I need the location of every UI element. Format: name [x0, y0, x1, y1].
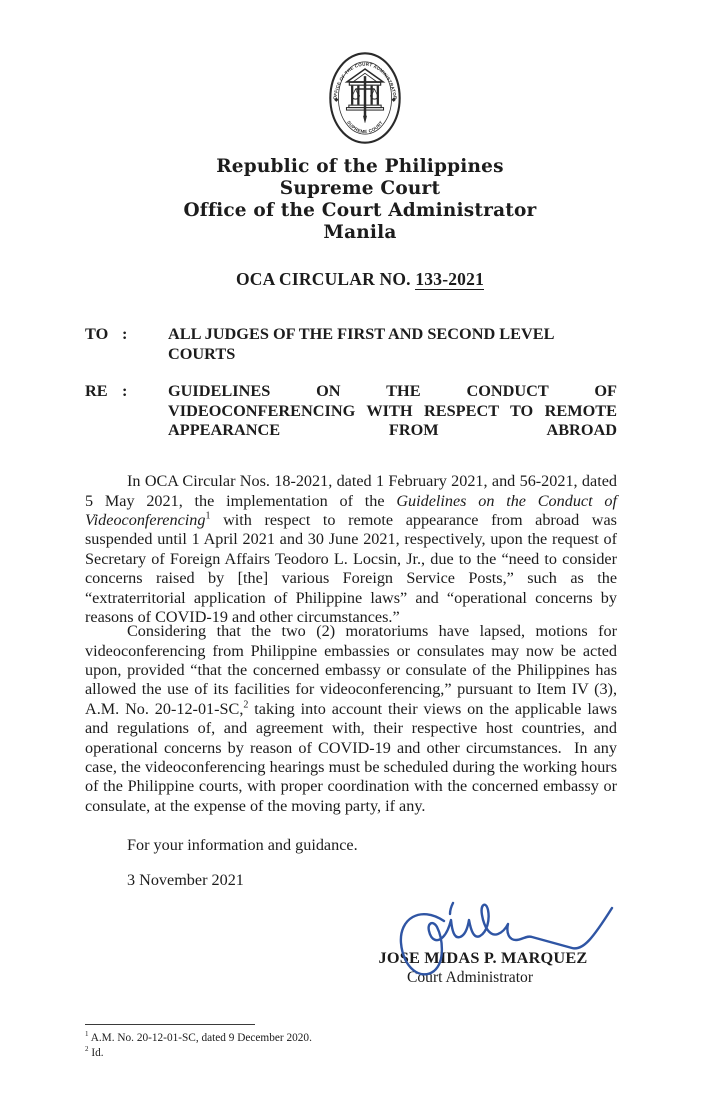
circular-title-prefix: OCA CIRCULAR NO.: [235, 269, 416, 289]
footnote-1: [85, 1031, 515, 1046]
signature-ink-icon: [380, 893, 620, 993]
letterhead-manila: Manila: [323, 222, 397, 243]
re-text: GUIDELINES ON THE CONDUCT OF VIDEOCONFERENCING WITH RESPECT TO REMOTE APPEARANCE FROM ABROAD: [168, 381, 617, 439]
footnote-1-marker: 1: [85, 1030, 89, 1039]
closing-line: For your information and guidance.: [127, 836, 358, 854]
footnote-2-marker: 2: [85, 1045, 89, 1054]
body-paragraph-2: Considering that the two (2) moratoriums have lapsed, motions for videoconferencing from Philippine embassies or consulates may now be acted upon, provided “that the concerned embassy or consulate of the Philippines has allowed the use of its facilities for videoconferencing,” pursuant to Item IV (3), A.M. No. 20-12-01-SC,$^2$ taking into account their views on the applicable laws and regulations of, and agreement with, their respective host countries, and operational concerns by reason of COVID-19 and other circumstances. In any case, the videoconferencing hearings must be scheduled during the working hours of the Philippine courts, with proper coordination with the concerned embassy or consulate, at the expense of the moving party, if any.: [85, 622, 618, 815]
signature-strokes: [401, 903, 612, 974]
supreme-court-oca-seal-icon: [327, 48, 403, 148]
addressing-block: [85, 324, 617, 459]
to-row: [85, 324, 617, 363]
footnotes-section: [85, 1024, 515, 1061]
seal-bottom-text: SUPREME COURT: [346, 119, 384, 135]
re-row: [85, 381, 617, 459]
footnote-1-text: A.M. No. 20-12-01-SC, dated 9 December 2020.: [88, 1032, 312, 1044]
letterhead: [0, 156, 720, 244]
circular-number: 133-2021: [415, 269, 485, 289]
signatory-role: Court Administrator: [406, 969, 534, 986]
body-paragraph-1: In OCA Circular Nos. 18-2021, dated 1 February 2021, and 56-2021, dated 5 May 2021, the implementation of the Guidelines on the Conduct of Videoconferencing$^1$ with respect to remote appearance from abroad was suspended until 1 April 2021 and 30 June 2021, respectively, upon the request of Secretary of Foreign Affairs Teodoro L. Locsin, Jr., due to the “need to consider concerns raised by [the] various Foreign Service Posts,” such as the “extraterritorial application of Philippine laws” and “operational concerns by reasons of COVID-19 and other circumstances.”: [85, 472, 617, 627]
to-colon: :: [122, 324, 128, 343]
footnote-2: [85, 1046, 515, 1061]
letterhead-republic: Republic of the Philippines: [216, 156, 504, 177]
to-label: TO: [85, 324, 109, 343]
re-colon: :: [122, 381, 128, 400]
date-line: 3 November 2021: [127, 871, 244, 889]
letterhead-supreme-court: Supreme Court: [279, 178, 441, 199]
circular-title: [0, 269, 720, 290]
to-text: ALL JUDGES OF THE FIRST AND SECOND LEVEL COURTS: [168, 324, 554, 363]
footnote-separator: [85, 1024, 255, 1025]
footnote-2-text: Id.: [88, 1047, 104, 1059]
letterhead-office: Office of the Court Administrator: [183, 200, 537, 221]
seal-top-text: OFFICE OF THE COURT ADMINISTRATOR: [332, 61, 398, 100]
signatory-name: JOSE MIDAS P. MARQUEZ: [378, 948, 588, 967]
re-label: RE: [85, 381, 108, 400]
